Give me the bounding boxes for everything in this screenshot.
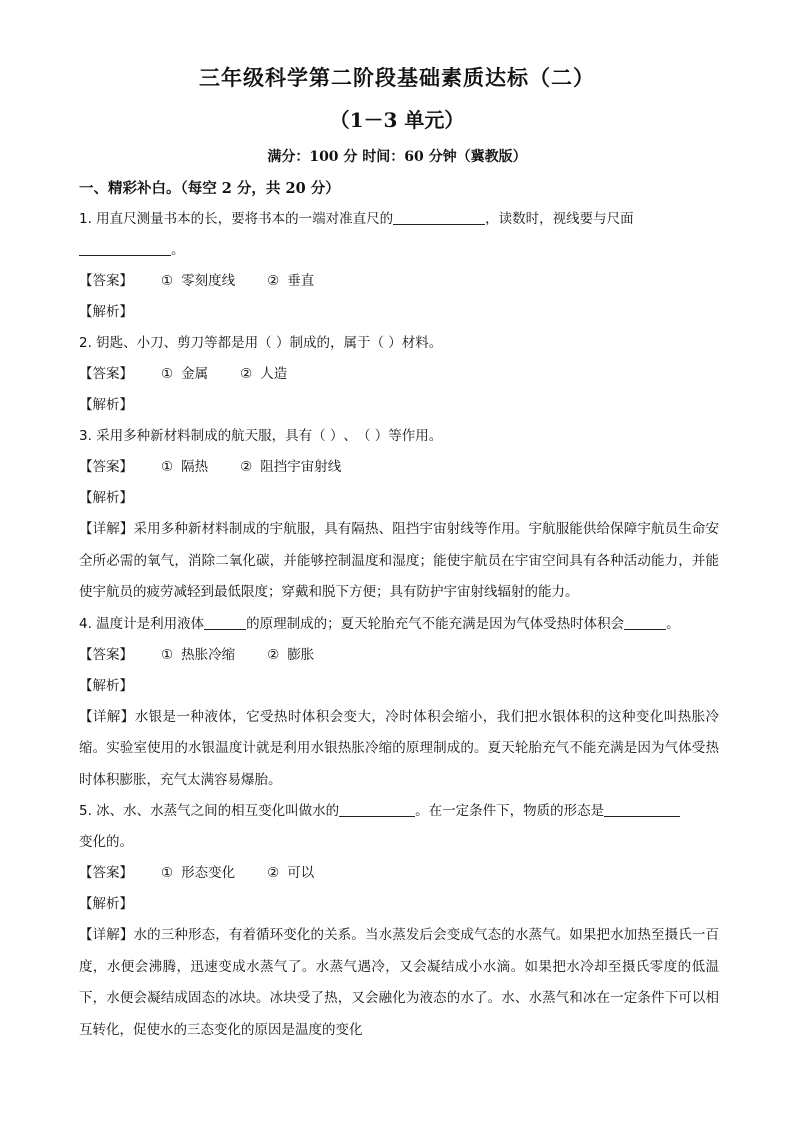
answer-item bbox=[267, 640, 314, 671]
question-4 bbox=[79, 609, 719, 640]
analysis-tag: 【解析】 bbox=[79, 304, 133, 320]
answer-blank bbox=[339, 802, 415, 817]
answer-text: 形态变化 bbox=[181, 865, 236, 881]
answer-number: ① bbox=[161, 646, 174, 663]
answer-blank bbox=[604, 802, 680, 817]
answer-text: 膨胀 bbox=[287, 646, 315, 663]
answer-tag: 【答案】 bbox=[79, 273, 133, 289]
question-text: 变化的。 bbox=[79, 834, 133, 850]
answer-blank bbox=[624, 615, 666, 630]
answer-tag: 【答案】 bbox=[79, 646, 133, 663]
answer-tag: 【答案】 bbox=[79, 366, 133, 382]
answer-parens: （ ） bbox=[370, 335, 402, 351]
detail-paragraph bbox=[79, 920, 719, 1046]
question-1-cont bbox=[79, 235, 719, 266]
answer-text: 阻挡宇宙射线 bbox=[260, 459, 342, 475]
detail-text: 水的三种形态，有着循环变化的关系。当水蒸发后会变成气态的水蒸气。如果把水加热至摄氏一百度，水便会沸腾，迅速变成水蒸气了。水蒸气遇冷，又会凝结成小水滴。如果把水冷却至摄氏零度的低温下，水便会凝结成固态的冰块。冰块受了热，又会融化为液态的水了。水、水蒸气和冰在一定条件下可以相互转化，促使水的三态变化的原因是温度的变化 bbox=[79, 927, 720, 1038]
analysis-tag: 【解析】 bbox=[79, 397, 133, 413]
answer-number: ① bbox=[161, 865, 174, 881]
question-5 bbox=[79, 796, 719, 827]
answer-row bbox=[79, 452, 719, 483]
answer-text: 金属 bbox=[181, 366, 209, 382]
answer-item bbox=[267, 266, 314, 297]
question-text: 材料。 bbox=[401, 335, 443, 351]
detail-paragraph bbox=[79, 514, 719, 609]
answer-item bbox=[161, 452, 208, 483]
answer-row bbox=[79, 640, 719, 671]
question-text: 制成的，属于 bbox=[289, 335, 371, 351]
content bbox=[79, 172, 719, 1046]
answer-blank bbox=[393, 210, 485, 225]
answer-text: 零刻度线 bbox=[181, 273, 236, 289]
answer-blank bbox=[79, 241, 171, 256]
question-1 bbox=[79, 204, 719, 235]
answer-number: ② bbox=[267, 273, 280, 289]
question-text: 5. 冰、水、水蒸气之间的相互变化叫做水的 bbox=[79, 803, 340, 819]
page-title: 三年级科学第二阶段基础素质达标（二） bbox=[199, 65, 595, 90]
exam-meta: 满分：100 分 时间：60 分钟（冀教版） bbox=[267, 149, 527, 165]
answer-number: ② bbox=[267, 865, 280, 881]
answer-item bbox=[240, 452, 341, 483]
answer-text: 可以 bbox=[287, 865, 315, 881]
question-text: 4. 温度计是利用液体 bbox=[79, 615, 205, 632]
question-2 bbox=[79, 328, 719, 359]
detail-text: 采用多种新材料制成的宇航服，具有隔热、阻挡宇宙射线等作用。宇航服能供给保障宇航员生命安全所必需的氧气，消除二氧化碳，并能够控制温度和湿度；能使宇航员在宇宙空间具有各种活动能力，并能使宇航员的疲劳减轻到最低限度；穿戴和脱下方便；具有防护宇宙射线辐射的能力。 bbox=[79, 521, 720, 600]
question-text: 1. 用直尺测量书本的长，要将书本的一端对准直尺的 bbox=[79, 211, 394, 227]
question-text: 。在一定条件下，物质的形态是 bbox=[415, 803, 605, 819]
detail-tag: 【详解】 bbox=[79, 927, 134, 943]
analysis-tag: 【解析】 bbox=[79, 677, 133, 694]
detail-paragraph bbox=[79, 702, 719, 797]
answer-item bbox=[267, 858, 314, 889]
question-text: 3. 采用多种新材料制成的航天服，具有 bbox=[79, 428, 313, 444]
answer-number: ① bbox=[161, 366, 174, 382]
analysis-tag: 【解析】 bbox=[79, 896, 133, 912]
answer-parens: （ ） bbox=[312, 428, 344, 444]
answer-row bbox=[79, 266, 719, 297]
section-heading: 一、精彩补白。（每空 2 分，共 20 分） bbox=[79, 180, 340, 197]
question-text: 的原理制成的；夏天轮胎充气不能充满是因为气体受热时体积会 bbox=[246, 615, 625, 632]
answer-item bbox=[240, 359, 287, 390]
question-5-cont bbox=[79, 827, 719, 858]
answer-item bbox=[161, 266, 235, 297]
answer-number: ① bbox=[161, 273, 174, 289]
answer-item bbox=[161, 858, 235, 889]
answer-blank bbox=[204, 615, 246, 630]
answer-tag: 【答案】 bbox=[79, 865, 133, 881]
question-text: 、 bbox=[343, 428, 357, 444]
answer-number: ① bbox=[161, 459, 174, 475]
answer-tag: 【答案】 bbox=[79, 459, 133, 475]
question-text: 。 bbox=[666, 615, 680, 632]
answer-text: 人造 bbox=[260, 366, 288, 382]
question-3 bbox=[79, 421, 719, 452]
detail-tag: 【详解】 bbox=[79, 708, 135, 725]
answer-text: 隔热 bbox=[181, 459, 209, 475]
answer-item bbox=[161, 640, 235, 671]
answer-number: ② bbox=[240, 459, 253, 475]
page-subtitle: （1－3 单元） bbox=[329, 108, 465, 132]
answer-text: 垂直 bbox=[287, 273, 315, 289]
answer-parens: （ ） bbox=[356, 428, 389, 444]
question-text: 。 bbox=[171, 242, 185, 258]
answer-item bbox=[161, 359, 208, 390]
answer-row bbox=[79, 359, 719, 390]
answer-row bbox=[79, 858, 719, 889]
answer-text: 热胀冷缩 bbox=[181, 646, 236, 663]
question-text: 等作用。 bbox=[388, 428, 443, 444]
detail-text: 水银是一种液体，它受热时体积会变大，冷时体积会缩小，我们把水银体积的这种变化叫热胀冷缩。实验室使用的水银温度计就是利用水银热胀冷缩的原理制成的。夏天轮胎充气不能充满是因为气体受热时体积膨胀，充气太满容易爆胎。 bbox=[79, 708, 720, 788]
detail-tag: 【详解】 bbox=[79, 521, 134, 537]
question-text: 2. 钥匙、小刀、剪刀等都是用 bbox=[79, 335, 259, 351]
question-text: ，读数时，视线要与尺面 bbox=[485, 211, 634, 227]
analysis-tag: 【解析】 bbox=[79, 490, 133, 506]
answer-number: ② bbox=[267, 646, 280, 663]
answer-parens: （ ） bbox=[258, 335, 290, 351]
answer-number: ② bbox=[240, 366, 253, 382]
